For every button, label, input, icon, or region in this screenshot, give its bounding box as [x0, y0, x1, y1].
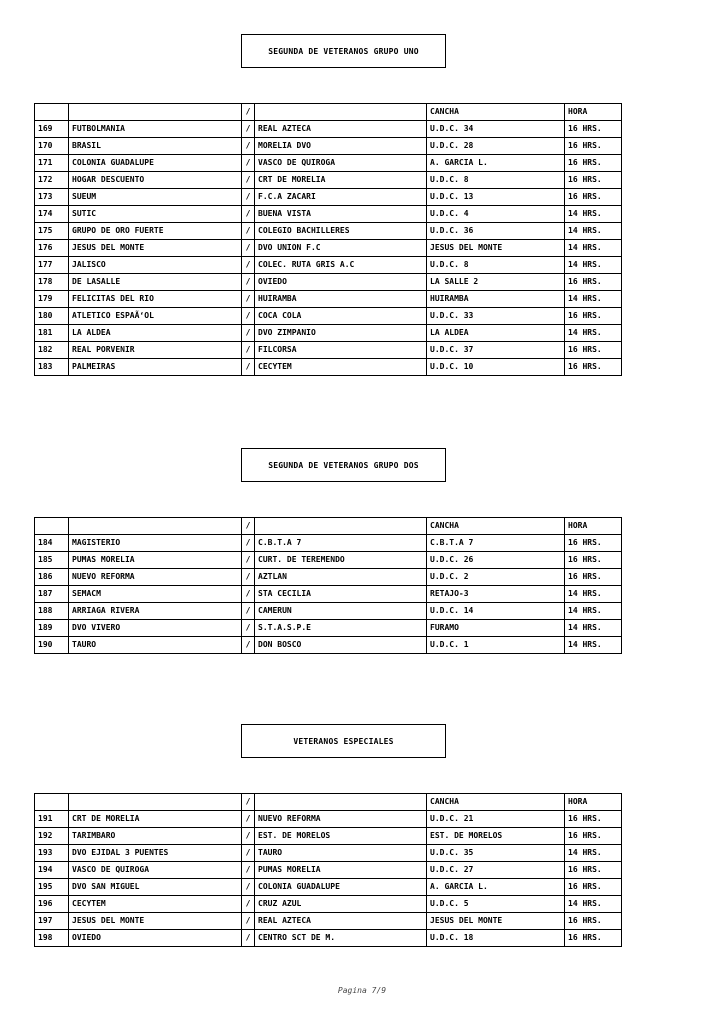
away-team-cell: REAL AZTECA — [255, 913, 427, 930]
time-cell: 14 HRS. — [565, 896, 622, 913]
table-row — [35, 552, 622, 569]
match-number-cell: 175 — [35, 223, 69, 240]
away-team-cell: CRT DE MORELIA — [255, 172, 427, 189]
field-cell: C.B.T.A 7 — [427, 535, 565, 552]
table-row — [35, 586, 622, 603]
field-cell: U.D.C. 34 — [427, 121, 565, 138]
match-number-cell: 188 — [35, 603, 69, 620]
away-team-cell: NUEVO REFORMA — [255, 811, 427, 828]
field-cell: A. GARCIA L. — [427, 879, 565, 896]
table-row — [35, 172, 622, 189]
time-cell: 16 HRS. — [565, 828, 622, 845]
table-row — [35, 308, 622, 325]
separator-cell: / — [242, 845, 255, 862]
header-cell — [255, 104, 427, 121]
schedule-table — [34, 793, 622, 947]
section-title: SEGUNDA DE VETERANOS GRUPO UNO — [241, 34, 446, 68]
home-team-cell: ATLETICO ESPAÃ‘OL — [69, 308, 242, 325]
home-team-cell: JALISCO — [69, 257, 242, 274]
away-team-cell: COLONIA GUADALUPE — [255, 879, 427, 896]
away-team-cell: CAMERUN — [255, 603, 427, 620]
field-cell: A. GARCIA L. — [427, 155, 565, 172]
time-cell: 14 HRS. — [565, 291, 622, 308]
home-team-cell: COLONIA GUADALUPE — [69, 155, 242, 172]
match-number-cell: 170 — [35, 138, 69, 155]
field-cell: U.D.C. 33 — [427, 308, 565, 325]
separator-cell: / — [242, 291, 255, 308]
header-row — [35, 518, 622, 535]
away-team-cell: CRUZ AZUL — [255, 896, 427, 913]
time-cell: 16 HRS. — [565, 121, 622, 138]
table-row — [35, 535, 622, 552]
match-number-cell: 171 — [35, 155, 69, 172]
separator-cell: / — [242, 811, 255, 828]
home-team-cell: CECYTEM — [69, 896, 242, 913]
home-team-cell: SUEUM — [69, 189, 242, 206]
field-cell: U.D.C. 35 — [427, 845, 565, 862]
away-team-cell: DVO UNION F.C — [255, 240, 427, 257]
home-team-cell: SEMACM — [69, 586, 242, 603]
field-cell: U.D.C. 4 — [427, 206, 565, 223]
header-cell: HORA — [565, 794, 622, 811]
field-cell: U.D.C. 27 — [427, 862, 565, 879]
match-number-cell: 179 — [35, 291, 69, 308]
field-cell: U.D.C. 21 — [427, 811, 565, 828]
header-cell: CANCHA — [427, 794, 565, 811]
time-cell: 16 HRS. — [565, 274, 622, 291]
field-cell: U.D.C. 5 — [427, 896, 565, 913]
field-cell: U.D.C. 28 — [427, 138, 565, 155]
home-team-cell: REAL PORVENIR — [69, 342, 242, 359]
table-row — [35, 121, 622, 138]
table-row — [35, 359, 622, 376]
separator-cell: / — [242, 121, 255, 138]
table-row — [35, 862, 622, 879]
header-row — [35, 794, 622, 811]
separator-cell: / — [242, 862, 255, 879]
section-title: VETERANOS ESPECIALES — [241, 724, 446, 758]
match-number-cell: 177 — [35, 257, 69, 274]
table-row — [35, 342, 622, 359]
away-team-cell: CURT. DE TEREMENDO — [255, 552, 427, 569]
away-team-cell: BUENA VISTA — [255, 206, 427, 223]
away-team-cell: REAL AZTECA — [255, 121, 427, 138]
time-cell: 16 HRS. — [565, 862, 622, 879]
separator-cell: / — [242, 138, 255, 155]
time-cell: 16 HRS. — [565, 155, 622, 172]
table-row — [35, 620, 622, 637]
time-cell: 14 HRS. — [565, 240, 622, 257]
home-team-cell: SUTIC — [69, 206, 242, 223]
away-team-cell: MORELIA DVO — [255, 138, 427, 155]
away-team-cell: C.B.T.A 7 — [255, 535, 427, 552]
match-number-cell: 197 — [35, 913, 69, 930]
away-team-cell: FILCORSA — [255, 342, 427, 359]
header-cell: HORA — [565, 518, 622, 535]
away-team-cell: CECYTEM — [255, 359, 427, 376]
field-cell: U.D.C. 37 — [427, 342, 565, 359]
away-team-cell: VASCO DE QUIROGA — [255, 155, 427, 172]
home-team-cell: TARIMBARO — [69, 828, 242, 845]
table-row — [35, 879, 622, 896]
field-cell: U.D.C. 36 — [427, 223, 565, 240]
separator-cell: / — [242, 189, 255, 206]
match-number-cell: 174 — [35, 206, 69, 223]
header-cell — [35, 794, 69, 811]
header-cell — [69, 794, 242, 811]
match-number-cell: 191 — [35, 811, 69, 828]
time-cell: 16 HRS. — [565, 342, 622, 359]
header-row — [35, 104, 622, 121]
time-cell: 14 HRS. — [565, 325, 622, 342]
separator-cell: / — [242, 359, 255, 376]
field-cell: JESUS DEL MONTE — [427, 240, 565, 257]
home-team-cell: LA ALDEA — [69, 325, 242, 342]
time-cell: 14 HRS. — [565, 257, 622, 274]
time-cell: 16 HRS. — [565, 552, 622, 569]
schedule-table — [34, 517, 622, 654]
header-cell: / — [242, 794, 255, 811]
header-cell: CANCHA — [427, 518, 565, 535]
home-team-cell: GRUPO DE ORO FUERTE — [69, 223, 242, 240]
header-cell: CANCHA — [427, 104, 565, 121]
home-team-cell: DE LASALLE — [69, 274, 242, 291]
separator-cell: / — [242, 325, 255, 342]
home-team-cell: PUMAS MORELIA — [69, 552, 242, 569]
time-cell: 16 HRS. — [565, 138, 622, 155]
separator-cell: / — [242, 637, 255, 654]
match-number-cell: 180 — [35, 308, 69, 325]
match-number-cell: 195 — [35, 879, 69, 896]
table-row — [35, 811, 622, 828]
separator-cell: / — [242, 155, 255, 172]
separator-cell: / — [242, 586, 255, 603]
separator-cell: / — [242, 172, 255, 189]
away-team-cell: COCA COLA — [255, 308, 427, 325]
time-cell: 14 HRS. — [565, 586, 622, 603]
match-number-cell: 184 — [35, 535, 69, 552]
header-cell — [255, 518, 427, 535]
table-row — [35, 240, 622, 257]
separator-cell: / — [242, 913, 255, 930]
separator-cell: / — [242, 896, 255, 913]
match-number-cell: 190 — [35, 637, 69, 654]
match-number-cell: 183 — [35, 359, 69, 376]
separator-cell: / — [242, 535, 255, 552]
away-team-cell: HUIRAMBA — [255, 291, 427, 308]
away-team-cell: COLEGIO BACHILLERES — [255, 223, 427, 240]
away-team-cell: EST. DE MORELOS — [255, 828, 427, 845]
table-row — [35, 223, 622, 240]
home-team-cell: CRT DE MORELIA — [69, 811, 242, 828]
match-number-cell: 176 — [35, 240, 69, 257]
header-cell — [69, 104, 242, 121]
time-cell: 14 HRS. — [565, 620, 622, 637]
header-cell — [35, 104, 69, 121]
field-cell: U.D.C. 14 — [427, 603, 565, 620]
table-row — [35, 828, 622, 845]
away-team-cell: STA CECILIA — [255, 586, 427, 603]
table-row — [35, 138, 622, 155]
field-cell: LA ALDEA — [427, 325, 565, 342]
match-number-cell: 198 — [35, 930, 69, 947]
time-cell: 14 HRS. — [565, 223, 622, 240]
home-team-cell: HOGAR DESCUENTO — [69, 172, 242, 189]
table-row — [35, 155, 622, 172]
match-number-cell: 186 — [35, 569, 69, 586]
match-number-cell: 172 — [35, 172, 69, 189]
field-cell: U.D.C. 13 — [427, 189, 565, 206]
home-team-cell: MAGISTERIO — [69, 535, 242, 552]
separator-cell: / — [242, 308, 255, 325]
match-number-cell: 187 — [35, 586, 69, 603]
match-number-cell: 192 — [35, 828, 69, 845]
time-cell: 16 HRS. — [565, 189, 622, 206]
match-number-cell: 194 — [35, 862, 69, 879]
home-team-cell: TAURO — [69, 637, 242, 654]
field-cell: EST. DE MORELOS — [427, 828, 565, 845]
table-row — [35, 206, 622, 223]
away-team-cell: F.C.A ZACARI — [255, 189, 427, 206]
separator-cell: / — [242, 223, 255, 240]
match-number-cell: 178 — [35, 274, 69, 291]
away-team-cell: AZTLAN — [255, 569, 427, 586]
header-cell — [35, 518, 69, 535]
match-number-cell: 193 — [35, 845, 69, 862]
field-cell: U.D.C. 8 — [427, 257, 565, 274]
time-cell: 16 HRS. — [565, 535, 622, 552]
time-cell: 14 HRS. — [565, 845, 622, 862]
match-number-cell: 185 — [35, 552, 69, 569]
field-cell: HUIRAMBA — [427, 291, 565, 308]
match-number-cell: 169 — [35, 121, 69, 138]
match-number-cell: 196 — [35, 896, 69, 913]
table-row — [35, 325, 622, 342]
table-row — [35, 257, 622, 274]
separator-cell: / — [242, 206, 255, 223]
separator-cell: / — [242, 552, 255, 569]
away-team-cell: OVIEDO — [255, 274, 427, 291]
separator-cell: / — [242, 274, 255, 291]
away-team-cell: PUMAS MORELIA — [255, 862, 427, 879]
away-team-cell: S.T.A.S.P.E — [255, 620, 427, 637]
separator-cell: / — [242, 879, 255, 896]
time-cell: 16 HRS. — [565, 569, 622, 586]
separator-cell: / — [242, 620, 255, 637]
header-cell — [255, 794, 427, 811]
field-cell: U.D.C. 10 — [427, 359, 565, 376]
away-team-cell: DON BOSCO — [255, 637, 427, 654]
separator-cell: / — [242, 257, 255, 274]
separator-cell: / — [242, 569, 255, 586]
header-cell: HORA — [565, 104, 622, 121]
separator-cell: / — [242, 828, 255, 845]
home-team-cell: DVO VIVERO — [69, 620, 242, 637]
home-team-cell: VASCO DE QUIROGA — [69, 862, 242, 879]
table-row — [35, 913, 622, 930]
away-team-cell: CENTRO SCT DE M. — [255, 930, 427, 947]
time-cell: 14 HRS. — [565, 603, 622, 620]
header-cell: / — [242, 104, 255, 121]
table-row — [35, 896, 622, 913]
separator-cell: / — [242, 342, 255, 359]
time-cell: 16 HRS. — [565, 811, 622, 828]
field-cell: U.D.C. 1 — [427, 637, 565, 654]
home-team-cell: OVIEDO — [69, 930, 242, 947]
field-cell: U.D.C. 26 — [427, 552, 565, 569]
field-cell: LA SALLE 2 — [427, 274, 565, 291]
match-number-cell: 173 — [35, 189, 69, 206]
home-team-cell: DVO EJIDAL 3 PUENTES — [69, 845, 242, 862]
page-footer: Pagina 7/9 — [337, 986, 387, 995]
field-cell: U.D.C. 2 — [427, 569, 565, 586]
table-row — [35, 637, 622, 654]
separator-cell: / — [242, 240, 255, 257]
home-team-cell: FUTBOLMANIA — [69, 121, 242, 138]
field-cell: U.D.C. 8 — [427, 172, 565, 189]
table-row — [35, 845, 622, 862]
home-team-cell: JESUS DEL MONTE — [69, 913, 242, 930]
section-title: SEGUNDA DE VETERANOS GRUPO DOS — [241, 448, 446, 482]
match-number-cell: 189 — [35, 620, 69, 637]
time-cell: 14 HRS. — [565, 637, 622, 654]
home-team-cell: JESUS DEL MONTE — [69, 240, 242, 257]
table-row — [35, 603, 622, 620]
separator-cell: / — [242, 930, 255, 947]
time-cell: 14 HRS. — [565, 206, 622, 223]
schedule-table — [34, 103, 622, 376]
table-row — [35, 291, 622, 308]
field-cell: JESUS DEL MONTE — [427, 913, 565, 930]
time-cell: 16 HRS. — [565, 879, 622, 896]
table-row — [35, 274, 622, 291]
match-number-cell: 181 — [35, 325, 69, 342]
home-team-cell: BRASIL — [69, 138, 242, 155]
header-cell: / — [242, 518, 255, 535]
time-cell: 16 HRS. — [565, 359, 622, 376]
time-cell: 16 HRS. — [565, 172, 622, 189]
home-team-cell: FELICITAS DEL RIO — [69, 291, 242, 308]
home-team-cell: NUEVO REFORMA — [69, 569, 242, 586]
home-team-cell: ARRIAGA RIVERA — [69, 603, 242, 620]
away-team-cell: COLEC. RUTA GRIS A.C — [255, 257, 427, 274]
away-team-cell: TAURO — [255, 845, 427, 862]
table-row — [35, 930, 622, 947]
header-cell — [69, 518, 242, 535]
away-team-cell: DVO ZIMPANIO — [255, 325, 427, 342]
table-row — [35, 569, 622, 586]
field-cell: FURAMO — [427, 620, 565, 637]
home-team-cell: PALMEIRAS — [69, 359, 242, 376]
field-cell: U.D.C. 18 — [427, 930, 565, 947]
field-cell: RETAJO-3 — [427, 586, 565, 603]
time-cell: 16 HRS. — [565, 308, 622, 325]
table-row — [35, 189, 622, 206]
match-number-cell: 182 — [35, 342, 69, 359]
separator-cell: / — [242, 603, 255, 620]
home-team-cell: DVO SAN MIGUEL — [69, 879, 242, 896]
time-cell: 16 HRS. — [565, 913, 622, 930]
time-cell: 16 HRS. — [565, 930, 622, 947]
